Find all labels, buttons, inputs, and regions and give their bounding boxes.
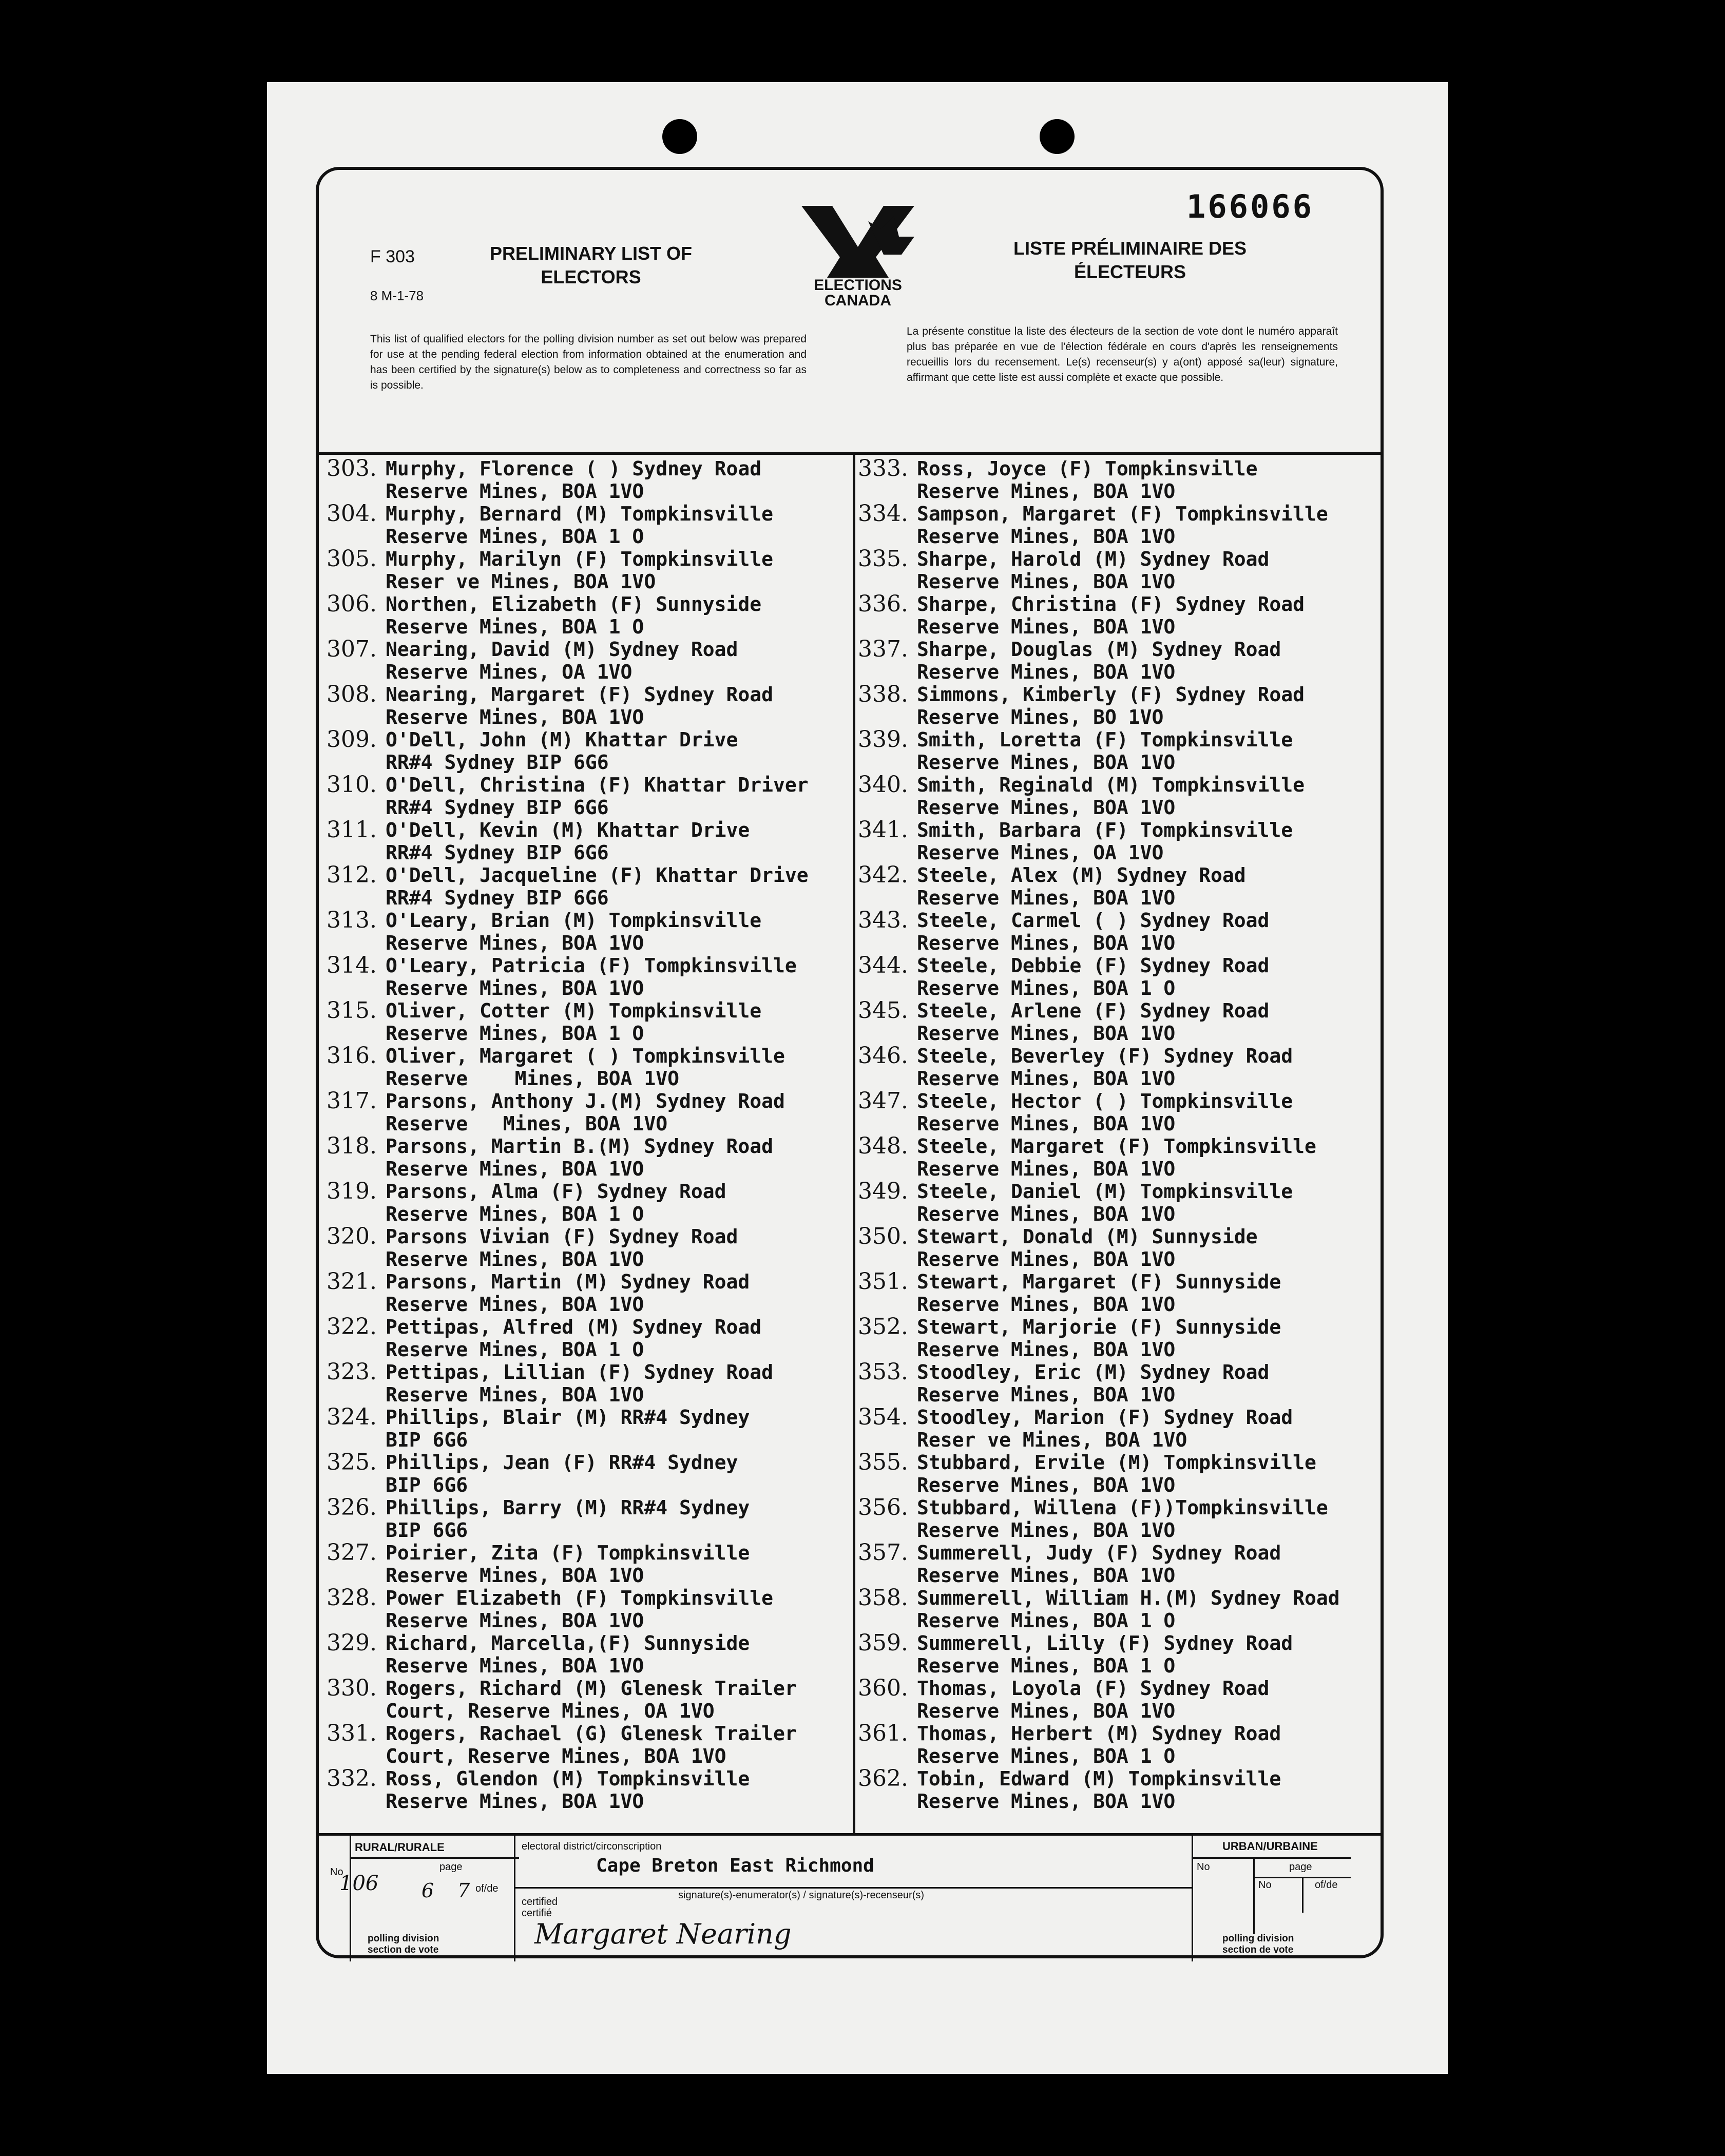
elector-entry xyxy=(858,1677,1371,1722)
elector-locality: Reserve Mines, BOA 1VO xyxy=(386,977,644,999)
elector-name-address: Sampson, Margaret (F) Tompkinsville xyxy=(917,503,1328,525)
elector-locality: RR#4 Sydney BIP 6G6 xyxy=(386,887,609,909)
punch-hole xyxy=(662,119,697,154)
elector-number: 349. xyxy=(858,1178,908,1204)
elector-name-address: Northen, Elizabeth (F) Sunnyside xyxy=(386,593,762,615)
elector-locality: Reserve Mines, BOA 1VO xyxy=(386,480,644,503)
urban-no-label: No xyxy=(1197,1861,1210,1873)
elector-entry xyxy=(327,1722,840,1767)
elector-locality: Reserve Mines, BOA 1 O xyxy=(386,1203,644,1225)
elector-name-address: Steele, Margaret (F) Tompkinsville xyxy=(917,1135,1316,1158)
form-code: F 303 xyxy=(370,247,415,266)
divider xyxy=(514,1887,1192,1889)
elector-entry xyxy=(858,1587,1371,1632)
elector-number: 326. xyxy=(327,1494,377,1520)
page-label: page xyxy=(439,1861,463,1873)
elector-entry xyxy=(327,1767,840,1813)
elector-locality: RR#4 Sydney BIP 6G6 xyxy=(386,751,609,774)
elector-number: 344. xyxy=(858,952,908,978)
elector-number: 359. xyxy=(858,1630,908,1656)
elector-entry xyxy=(858,774,1371,819)
elector-number: 334. xyxy=(858,500,908,527)
elector-name-address: Power Elizabeth (F) Tompkinsville xyxy=(386,1587,773,1609)
elector-name-address: Parsons Vivian (F) Sydney Road xyxy=(386,1225,738,1248)
elector-entry xyxy=(327,548,840,593)
elector-number: 340. xyxy=(858,772,908,798)
elector-entry xyxy=(327,774,840,819)
elector-name-address: Nearing, Margaret (F) Sydney Road xyxy=(386,683,773,706)
logo-text: ELECTIONS CANADA xyxy=(791,278,925,309)
elector-name-address: Stewart, Marjorie (F) Sunnyside xyxy=(917,1316,1281,1338)
elector-number: 320. xyxy=(327,1223,377,1249)
document-page xyxy=(267,82,1448,2074)
elector-entry xyxy=(858,1722,1371,1767)
elector-entry xyxy=(327,1135,840,1180)
elector-entry xyxy=(858,1090,1371,1135)
elector-locality: Reserve Mines, BOA 1VO xyxy=(386,1293,644,1316)
elector-name-address: O'Dell, Jacqueline (F) Khattar Drive xyxy=(386,864,809,887)
elector-entry xyxy=(327,1270,840,1316)
elector-locality: Reserve Mines, BOA 1VO xyxy=(917,1158,1176,1180)
urban-page-label: page xyxy=(1289,1861,1312,1873)
elector-name-address: Sharpe, Christina (F) Sydney Road xyxy=(917,593,1305,615)
intro-en: This list of qualified electors for the polling division number as set out below was prepared for use at the pending federal election from information obtained at the enumeration and has been certified by the signature(s) below as to completeness and correctness so far as is possible. xyxy=(370,333,807,391)
elector-name-address: Sharpe, Harold (M) Sydney Road xyxy=(917,548,1270,570)
elector-locality: Court, Reserve Mines, BOA 1VO xyxy=(386,1745,726,1767)
elector-locality: Reserve Mines, BOA 1VO xyxy=(917,1067,1176,1090)
elector-entry xyxy=(858,1316,1371,1361)
elector-locality: Reserve Mines, BOA 1VO xyxy=(917,1203,1176,1225)
elector-entry xyxy=(327,683,840,728)
elector-entry xyxy=(858,1361,1371,1406)
elector-locality: Reserve Mines, BOA 1VO xyxy=(386,1248,644,1270)
elector-locality: Reserve Mines, BOA 1VO xyxy=(386,1790,644,1813)
elector-locality: BIP 6G6 xyxy=(386,1429,468,1451)
page-number: 6 xyxy=(421,1879,434,1902)
elector-number: 308. xyxy=(327,681,377,707)
elector-list-left xyxy=(327,457,840,1813)
title-en: PRELIMINARY LIST OF ELECTORS xyxy=(489,243,692,287)
elector-entry xyxy=(327,1090,840,1135)
elector-name-address: Ross, Joyce (F) Tompkinsville xyxy=(917,457,1258,480)
elector-name-address: O'Leary, Brian (M) Tompkinsville xyxy=(386,909,762,932)
elector-locality: Reserve Mines, BOA 1VO xyxy=(386,1112,668,1135)
elector-entry xyxy=(327,819,840,864)
elector-entry xyxy=(858,1270,1371,1316)
elector-entry xyxy=(858,1135,1371,1180)
elector-entry xyxy=(858,593,1371,638)
elector-number: 325. xyxy=(327,1449,377,1475)
of-label: of/de xyxy=(475,1883,499,1894)
divider xyxy=(1192,1836,1193,1961)
elector-name-address: Summerell, William H.(M) Sydney Road xyxy=(917,1587,1340,1609)
elector-entry xyxy=(327,864,840,909)
elector-number: 362. xyxy=(858,1765,908,1792)
elector-entry xyxy=(858,728,1371,774)
elector-entry xyxy=(858,500,1371,548)
elector-entry xyxy=(858,999,1371,1045)
elector-number: 357. xyxy=(858,1539,908,1566)
elector-locality: Reserve Mines, BOA 1 O xyxy=(917,1745,1176,1767)
elector-number: 343. xyxy=(858,907,908,933)
elector-locality: RR#4 Sydney BIP 6G6 xyxy=(386,796,609,819)
elector-locality: Reserve Mines, BOA 1VO xyxy=(917,751,1176,774)
elector-entry xyxy=(858,683,1371,728)
elector-form xyxy=(316,167,1384,1958)
elector-number: 337. xyxy=(858,636,908,662)
elector-name-address: Steele, Carmel ( ) Sydney Road xyxy=(917,909,1270,932)
divider xyxy=(1253,1857,1255,1934)
elector-number: 316. xyxy=(327,1043,377,1069)
elector-number: 330. xyxy=(327,1675,377,1701)
elector-locality: Reserve Mines, BOA 1VO xyxy=(917,1790,1176,1813)
elector-locality: Reserve Mines, BOA 1 O xyxy=(917,1609,1176,1632)
rural-label: RURAL/RURALE xyxy=(355,1841,445,1854)
elector-number: 353. xyxy=(858,1359,908,1385)
elector-locality: Reserve Mines, BOA 1VO xyxy=(917,661,1176,683)
polling-number: 106 xyxy=(339,1872,379,1895)
elector-number: 322. xyxy=(327,1314,377,1340)
elector-entry xyxy=(858,457,1371,503)
elector-entry xyxy=(327,999,840,1045)
elector-number: 315. xyxy=(327,997,377,1024)
elector-number: 313. xyxy=(327,907,377,933)
elector-number: 355. xyxy=(858,1449,908,1475)
elector-locality: Reserve Mines, BOA 1VO xyxy=(917,1383,1176,1406)
elector-name-address: Stoodley, Eric (M) Sydney Road xyxy=(917,1361,1270,1383)
elector-locality: Reserve Mines, BOA 1VO xyxy=(917,932,1176,954)
elector-name-address: Oliver, Cotter (M) Tompkinsville xyxy=(386,999,762,1022)
elector-locality: RR#4 Sydney BIP 6G6 xyxy=(386,841,609,864)
elector-entry xyxy=(858,1180,1371,1225)
divider xyxy=(514,1836,515,1961)
elector-entry xyxy=(858,1632,1371,1677)
elector-name-address: Steele, Debbie (F) Sydney Road xyxy=(917,954,1270,977)
elector-name-address: Summerell, Judy (F) Sydney Road xyxy=(917,1542,1281,1564)
elector-locality: Reserve Mines, BOA 1 O xyxy=(386,1338,644,1361)
elector-name-address: Murphy, Bernard (M) Tompkinsville xyxy=(386,503,773,525)
urban-label: URBAN/URBAINE xyxy=(1222,1840,1318,1853)
elector-number: 348. xyxy=(858,1133,908,1159)
elector-number: 345. xyxy=(858,997,908,1024)
elector-number: 321. xyxy=(327,1268,377,1295)
elector-name-address: Parsons, Martin (M) Sydney Road xyxy=(386,1270,750,1293)
elector-name-address: O'Dell, Kevin (M) Khattar Drive xyxy=(386,819,750,841)
elector-number: 352. xyxy=(858,1314,908,1340)
elector-name-address: Steele, Beverley (F) Sydney Road xyxy=(917,1045,1293,1067)
elector-number: 307. xyxy=(327,636,377,662)
enumerator-signature: Margaret Nearing xyxy=(534,1918,792,1950)
elector-locality: Court, Reserve Mines, OA 1VO xyxy=(386,1700,715,1722)
elector-name-address: Rogers, Rachael (G) Glenesk Trailer xyxy=(386,1722,797,1745)
elector-number: 339. xyxy=(858,726,908,753)
elector-locality: Reserve Mines, BOA 1VO xyxy=(917,615,1176,638)
elector-entry xyxy=(858,1045,1371,1090)
elector-name-address: Stewart, Margaret (F) Sunnyside xyxy=(917,1270,1281,1293)
elector-entry xyxy=(327,1677,840,1722)
elector-name-address: Stewart, Donald (M) Sunnyside xyxy=(917,1225,1258,1248)
elector-number: 332. xyxy=(327,1765,377,1792)
elections-canada-logo xyxy=(791,201,925,309)
divider xyxy=(350,1836,351,1961)
elector-locality: Reserve Mines, BOA 1VO xyxy=(386,932,644,954)
page-total: 7 xyxy=(457,1879,470,1902)
elector-number: 319. xyxy=(327,1178,377,1204)
elector-name-address: Thomas, Loyola (F) Sydney Road xyxy=(917,1677,1270,1700)
elector-number: 305. xyxy=(327,546,377,572)
elector-number: 310. xyxy=(327,772,377,798)
elector-locality: Reserve Mines, BOA 1VO xyxy=(917,1564,1176,1587)
elector-entry xyxy=(327,1361,840,1406)
elector-number: 306. xyxy=(327,591,377,617)
elector-name-address: Murphy, Florence ( ) Sydney Road xyxy=(386,457,762,480)
elector-locality: Reserve Mines, BOA 1VO xyxy=(917,570,1176,593)
elector-entry xyxy=(858,548,1371,593)
elector-locality: Reserve Mines, BOA 1 O xyxy=(917,1654,1176,1677)
elector-entry xyxy=(327,457,840,503)
elector-entry xyxy=(327,909,840,954)
elector-name-address: Thomas, Herbert (M) Sydney Road xyxy=(917,1722,1281,1745)
elector-entry xyxy=(327,593,840,638)
elector-number: 360. xyxy=(858,1675,908,1701)
elector-number: 304. xyxy=(327,500,377,527)
elector-name-address: Stubbard, Ervile (M) Tompkinsville xyxy=(917,1451,1316,1474)
elector-entry xyxy=(327,1406,840,1451)
electoral-district-label: electoral district/circonscription xyxy=(522,1841,662,1852)
elector-locality: Reserve Mines, BOA 1 O xyxy=(386,1022,644,1045)
elector-name-address: Rogers, Richard (M) Glenesk Trailer xyxy=(386,1677,797,1700)
intro-fr: La présente constitue la liste des électeurs de la section de vote dont le numéro apparaît plus bas préparée en vue de l'élection fédérale en cours d'après les renseignements recueillis lors du recensement. Le(s) recenseur(s) y a(ont) apposé sa(leur) signature, affirmant que cette liste est aussi complète et exacte que possible. xyxy=(907,325,1338,383)
elector-name-address: Steele, Daniel (M) Tompkinsville xyxy=(917,1180,1293,1203)
elector-name-address: Steele, Hector ( ) Tompkinsville xyxy=(917,1090,1293,1112)
elector-name-address: Pettipas, Alfred (M) Sydney Road xyxy=(386,1316,762,1338)
elector-entry xyxy=(858,819,1371,864)
elector-number: 328. xyxy=(327,1585,377,1611)
elector-name-address: Stoodley, Marion (F) Sydney Road xyxy=(917,1406,1293,1429)
divider xyxy=(1302,1877,1304,1913)
divider xyxy=(350,1857,519,1859)
elector-locality: Reserve Mines, BOA 1VO xyxy=(386,1564,644,1587)
form-date: 8 M-1-78 xyxy=(370,288,424,303)
elector-locality: Reserve Mines, BOA 1VO xyxy=(917,525,1176,548)
elector-number: 342. xyxy=(858,862,908,888)
elector-number: 303. xyxy=(327,455,377,482)
elector-name-address: O'Dell, John (M) Khattar Drive xyxy=(386,728,738,751)
elector-entry xyxy=(327,1451,840,1496)
elector-number: 327. xyxy=(327,1539,377,1566)
elector-entry xyxy=(858,1225,1371,1270)
urban-polling-division-label: polling division section de vote xyxy=(1222,1933,1294,1955)
elector-name-address: Phillips, Blair (M) RR#4 Sydney xyxy=(386,1406,750,1429)
elector-entry xyxy=(858,864,1371,909)
elector-locality: Reser ve Mines, BOA 1VO xyxy=(917,1429,1187,1451)
elector-entry xyxy=(858,909,1371,954)
elector-number: 312. xyxy=(327,862,377,888)
elector-number: 329. xyxy=(327,1630,377,1656)
urban-of-label: of/de xyxy=(1315,1879,1338,1891)
elector-number: 356. xyxy=(858,1494,908,1520)
elector-locality: Reserve Mines, BOA 1VO xyxy=(917,1112,1176,1135)
elector-locality: Reserve Mines, BOA 1 O xyxy=(386,615,644,638)
elector-name-address: Steele, Arlene (F) Sydney Road xyxy=(917,999,1270,1022)
signature-label: signature(s)-enumerator(s) / signature(s)-recenseur(s) xyxy=(678,1890,925,1901)
elector-locality: Reserve Mines, BOA 1 O xyxy=(917,977,1176,999)
elector-name-address: Murphy, Marilyn (F) Tompkinsville xyxy=(386,548,773,570)
column-divider xyxy=(853,452,855,1833)
polling-division-label: polling division section de vote xyxy=(368,1933,439,1955)
elector-entry xyxy=(327,1225,840,1270)
elector-entry xyxy=(327,954,840,999)
elector-number: 350. xyxy=(858,1223,908,1249)
elector-locality: Reserve Mines, BOA 1VO xyxy=(917,887,1176,909)
elector-entry xyxy=(858,1451,1371,1496)
elector-entry xyxy=(858,638,1371,683)
elector-locality: Reserve Mines, OA 1VO xyxy=(386,661,632,683)
elector-locality: Reserve Mines, BOA 1VO xyxy=(917,1519,1176,1542)
elector-name-address: Steele, Alex (M) Sydney Road xyxy=(917,864,1246,887)
elector-number: 358. xyxy=(858,1585,908,1611)
elector-locality: Reser ve Mines, BOA 1VO xyxy=(386,570,656,593)
punch-hole xyxy=(1040,119,1075,154)
elector-name-address: Pettipas, Lillian (F) Sydney Road xyxy=(386,1361,773,1383)
elector-locality: Reserve Mines, BOA 1VO xyxy=(917,1293,1176,1316)
elector-number: 323. xyxy=(327,1359,377,1385)
elector-name-address: Smith, Reginald (M) Tompkinsville xyxy=(917,774,1305,796)
elector-number: 331. xyxy=(327,1720,377,1746)
elector-entry xyxy=(858,1539,1371,1587)
elector-number: 341. xyxy=(858,817,908,843)
elector-name-address: Oliver, Margaret ( ) Tompkinsville xyxy=(386,1045,785,1067)
form-footer xyxy=(319,1833,1381,1961)
elector-name-address: Ross, Glendon (M) Tompkinsville xyxy=(386,1767,750,1790)
elector-entry xyxy=(858,1496,1371,1542)
serial-number: 166066 xyxy=(1186,188,1314,225)
form-header xyxy=(319,170,1381,455)
elector-name-address: Parsons, Anthony J.(M) Sydney Road xyxy=(386,1090,785,1112)
elector-name-address: Richard, Marcella,(F) Sunnyside xyxy=(386,1632,750,1654)
certified-label: certified certifié xyxy=(522,1896,558,1919)
elector-entry xyxy=(327,500,840,548)
elector-entry xyxy=(858,1767,1371,1813)
divider xyxy=(1192,1857,1351,1859)
elector-locality: Reserve Mines, BOA 1VO xyxy=(386,1158,644,1180)
elector-entry xyxy=(327,1632,840,1677)
elector-entry xyxy=(327,638,840,683)
no-label: No xyxy=(330,1866,343,1878)
elector-locality: BIP 6G6 xyxy=(386,1519,468,1542)
elector-locality: Reserve Mines, BOA 1VO xyxy=(917,1700,1176,1722)
urban-page-no-label: No xyxy=(1258,1879,1272,1891)
elector-locality: Reserve Mines, BOA 1VO xyxy=(917,796,1176,819)
elector-locality: Reserve Mines, BOA 1 O xyxy=(386,525,644,548)
elector-number: 317. xyxy=(327,1088,377,1114)
elector-name-address: Phillips, Jean (F) RR#4 Sydney xyxy=(386,1451,738,1474)
elector-entry xyxy=(327,1180,840,1225)
elector-locality: Reserve Mines, BO 1VO xyxy=(917,706,1164,728)
elector-number: 324. xyxy=(327,1404,377,1430)
elector-locality: Reserve Mines, BOA 1VO xyxy=(917,1248,1176,1270)
elector-name-address: Smith, Loretta (F) Tompkinsville xyxy=(917,728,1293,751)
electoral-district-value: Cape Breton East Richmond xyxy=(596,1855,874,1876)
elector-locality: Reserve Mines, BOA 1VO xyxy=(917,480,1176,503)
elector-entry xyxy=(327,728,840,774)
elector-name-address: O'Dell, Christina (F) Khattar Driver xyxy=(386,774,809,796)
elector-name-address: Stubbard, Willena (F))Tompkinsville xyxy=(917,1496,1328,1519)
elector-locality: Reserve Mines, BOA 1VO xyxy=(917,1338,1176,1361)
elector-name-address: Smith, Barbara (F) Tompkinsville xyxy=(917,819,1293,841)
elector-locality: Reserve Mines, BOA 1VO xyxy=(386,706,644,728)
elector-name-address: Nearing, David (M) Sydney Road xyxy=(386,638,738,661)
elector-list-right xyxy=(858,457,1371,1813)
elector-entry xyxy=(327,1496,840,1542)
elector-name-address: Sharpe, Douglas (M) Sydney Road xyxy=(917,638,1281,661)
elector-number: 361. xyxy=(858,1720,908,1746)
elector-number: 336. xyxy=(858,591,908,617)
elector-number: 351. xyxy=(858,1268,908,1295)
elector-number: 338. xyxy=(858,681,908,707)
elector-name-address: Tobin, Edward (M) Tompkinsville xyxy=(917,1767,1281,1790)
elector-number: 347. xyxy=(858,1088,908,1114)
elector-entry xyxy=(327,1045,840,1090)
elector-locality: Reserve Mines, BOA 1VO xyxy=(386,1067,679,1090)
elector-name-address: Poirier, Zita (F) Tompkinsville xyxy=(386,1542,750,1564)
elector-entry xyxy=(327,1539,840,1587)
elector-name-address: Phillips, Barry (M) RR#4 Sydney xyxy=(386,1496,750,1519)
elector-number: 346. xyxy=(858,1043,908,1069)
elector-locality: Reserve Mines, BOA 1VO xyxy=(917,1022,1176,1045)
title-fr: LISTE PRÉLIMINAIRE DES ÉLECTEURS xyxy=(1013,238,1247,282)
elector-number: 318. xyxy=(327,1133,377,1159)
elector-entry xyxy=(327,1316,840,1361)
elector-locality: Reserve Mines, BOA 1VO xyxy=(386,1383,644,1406)
elector-name-address: Simmons, Kimberly (F) Sydney Road xyxy=(917,683,1305,706)
elector-locality: Reserve Mines, BOA 1VO xyxy=(386,1609,644,1632)
elector-entry xyxy=(858,1406,1371,1451)
elector-number: 311. xyxy=(327,817,377,843)
elector-entry xyxy=(327,1587,840,1632)
elector-entry xyxy=(858,954,1371,999)
elector-number: 314. xyxy=(327,952,377,978)
elector-number: 333. xyxy=(858,455,908,482)
elector-number: 309. xyxy=(327,726,377,753)
elector-name-address: O'Leary, Patricia (F) Tompkinsville xyxy=(386,954,797,977)
elector-locality: BIP 6G6 xyxy=(386,1474,468,1496)
elector-name-address: Summerell, Lilly (F) Sydney Road xyxy=(917,1632,1293,1654)
elector-name-address: Parsons, Martin B.(M) Sydney Road xyxy=(386,1135,773,1158)
elector-locality: Reserve Mines, BOA 1VO xyxy=(917,1474,1176,1496)
elector-number: 354. xyxy=(858,1404,908,1430)
elector-number: 335. xyxy=(858,546,908,572)
elector-name-address: Parsons, Alma (F) Sydney Road xyxy=(386,1180,726,1203)
elector-locality: Reserve Mines, OA 1VO xyxy=(917,841,1164,864)
elector-locality: Reserve Mines, BOA 1VO xyxy=(386,1654,644,1677)
